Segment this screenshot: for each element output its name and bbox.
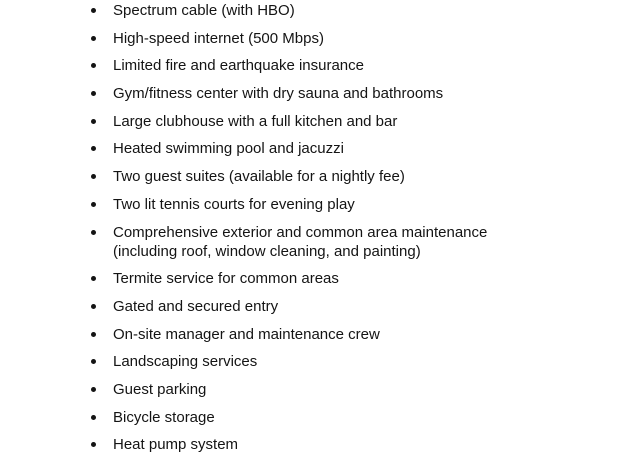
- list-item: [0, 112, 640, 131]
- bullet-icon: [91, 202, 96, 207]
- list-item: [0, 195, 640, 214]
- list-item-text: Two guest suites (available for a nightly fee): [113, 168, 405, 186]
- list-item-text: Two lit tennis courts for evening play: [113, 195, 355, 213]
- bullet-icon: [91, 174, 96, 179]
- list-item-text: Large clubhouse with a full kitchen and bar: [113, 112, 398, 130]
- amenities-list: [0, 1, 640, 463]
- list-item: [0, 56, 640, 75]
- list-item-text: Comprehensive exterior and common area maintenance (including roof, window cleaning, and painting): [113, 223, 488, 260]
- list-item: [0, 380, 640, 399]
- list-item: [0, 435, 640, 454]
- list-item: [0, 139, 640, 158]
- list-item-text: Termite service for common areas: [113, 270, 339, 288]
- list-item: [0, 269, 640, 288]
- list-item: [0, 167, 640, 186]
- bullet-icon: [91, 63, 96, 68]
- list-item: [0, 29, 640, 48]
- bullet-icon: [91, 230, 96, 235]
- list-item-text: Gated and secured entry: [113, 297, 279, 315]
- list-item-text: Spectrum cable (with HBO): [113, 2, 295, 19]
- list-item: [0, 297, 640, 316]
- list-item: [0, 408, 640, 427]
- bullet-icon: [91, 276, 96, 281]
- bullet-icon: [91, 119, 96, 124]
- list-item-text: Bicycle storage: [113, 408, 215, 426]
- bullet-icon: [91, 387, 96, 392]
- bullet-icon: [91, 415, 96, 420]
- list-item: [0, 325, 640, 344]
- list-item-text: Heated swimming pool and jacuzzi: [113, 140, 344, 158]
- bullet-icon: [91, 91, 96, 96]
- bullet-icon: [91, 359, 96, 364]
- bullet-icon: [91, 304, 96, 309]
- bullet-icon: [91, 146, 96, 151]
- list-item: [0, 84, 640, 103]
- list-item-text: High-speed internet (500 Mbps): [113, 29, 324, 47]
- list-item: [0, 352, 640, 371]
- bullet-icon: [91, 442, 96, 447]
- list-item-text: Landscaping services: [113, 353, 258, 371]
- list-item-text: Limited fire and earthquake insurance: [113, 57, 364, 75]
- list-item-text: Gym/fitness center with dry sauna and bathrooms: [113, 85, 444, 103]
- list-item-text: On-site manager and maintenance crew: [113, 325, 380, 343]
- bullet-icon: [91, 36, 96, 41]
- bullet-icon: [91, 332, 96, 337]
- list-item: [0, 1, 640, 20]
- list-item: [0, 223, 640, 261]
- bullet-icon: [91, 8, 96, 13]
- list-item-text: Heat pump system: [113, 436, 239, 454]
- list-item-text: Guest parking: [113, 380, 207, 398]
